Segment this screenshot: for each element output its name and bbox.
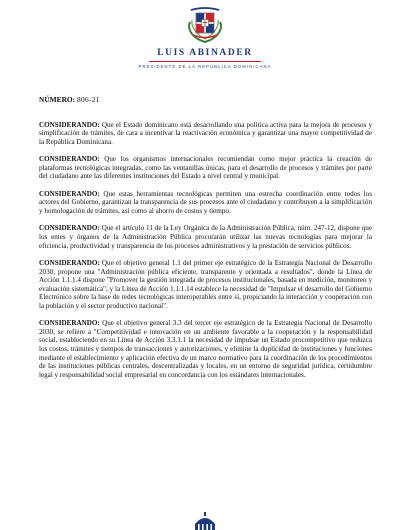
decree-number (39, 96, 372, 105)
paragraph-lead: CONSIDERANDO: (39, 155, 100, 164)
paragraph-text: Que el Estado dominicano está desarrollando una política activa para la mejora de procesos y simplificación de trámites, de cara a incentivar la reactivación económica y garantizar una mayor competitividad de la República Dominicana. (39, 120, 372, 146)
considerando-paragraph (39, 224, 372, 250)
considerando-paragraph (39, 319, 372, 379)
paragraph-lead: CONSIDERANDO: (39, 120, 100, 129)
paragraph-text: Que los organismos internacionales recomiendan como mejor práctica la creación de plataformas tecnológicas integradas, como las ventanillas únicas, para el desarrollo de procesos y trámites por parte del ciudadano ante las diferentes instituciones del Estado a nivel central y municipal. (39, 155, 372, 181)
considerando-paragraph (39, 155, 372, 181)
letterhead (0, 6, 410, 69)
president-name: LUIS ABINADER (157, 48, 253, 58)
president-title: PRESIDENTE DE LA REPÚBLICA DOMINICANA (138, 64, 272, 69)
decree-body (39, 96, 372, 388)
paragraph-lead: CONSIDERANDO: (39, 224, 100, 233)
paragraph-text: Que el artículo 11 de la Ley Orgánica de la Administración Pública, núm. 247-12, dispone que los entes y órganos de la Administración Pública procurarán utilizar las nuevas tecnologías para mejorar la eficiencia, productividad y transparencia de los procesos administrativos y la prestación de servicios públicos. (39, 224, 372, 250)
paragraph-text: Que estas herramientas tecnológicas permiten una estrecha coordinación entre todos los actores del Gobierno, garantizan la transparencia de sus procesos ante el ciudadano y contribuyen a la simplificación y homologación de trámites, así como al ahorro de costos y tiempo. (39, 189, 372, 215)
decree-number-value: 806-21 (77, 95, 100, 104)
paragraph-text: Que el objetivo general 3.3 del tercer eje estratégico de la Estrategia Nacional de Desarrollo 2030, se refiere a "Competitividad e innovación en un ambiente favorable a la cooperación y la responsabilidad social, estableciendo en su Línea de Acción 3.3.1.1 la necesidad de impulsar un Estado procompetitivo que reduzca los costos, trámites y tiempos de transacciones y autorizaciones, y elimine la duplicidad de instituciones y funciones mediante el establecimiento y aplicación efectiva de un marco normativo para la coordinación de los procedimientos de las instituciones públicas centrales, descentralizadas y locales, en un entorno de seguridad jurídica, certidumbre legal y responsabilidad social empresarial en concordancia con los estándares internacionales. (39, 319, 372, 379)
paragraph-lead: CONSIDERANDO: (39, 189, 100, 198)
palace-dome-icon (188, 512, 222, 530)
paragraph-lead: CONSIDERANDO: (39, 258, 100, 267)
decree-number-label: NÚMERO: (39, 95, 76, 104)
coat-of-arms-icon (185, 6, 225, 44)
considerando-paragraph (39, 121, 372, 147)
paragraph-text: Que el objetivo general 1.1 del primer eje estratégico de la Estrategia Nacional de Desarrollo 2030, propone una "Administración pública eficiente, transparente y orientada a resultados", donde la Línea de Acción 1.1.1.4 dispone "Promover la gestión integrada de procesos institucionales, basada en medición, monitoreo y evaluación sistemática"; y la Línea de Acción 1.1.1.14 establece la necesidad de "Impulsar el desarrollo del Gobierno Electrónico sobre la base de redes tecnológicas interoperables entre sí, propiciando la interacción y cooperación con la población y el sector productivo nacional". (39, 258, 372, 310)
header-divider (149, 61, 261, 62)
considerando-paragraph (39, 190, 372, 216)
paragraph-lead: CONSIDERANDO: (39, 319, 100, 328)
considerando-paragraph (39, 259, 372, 311)
